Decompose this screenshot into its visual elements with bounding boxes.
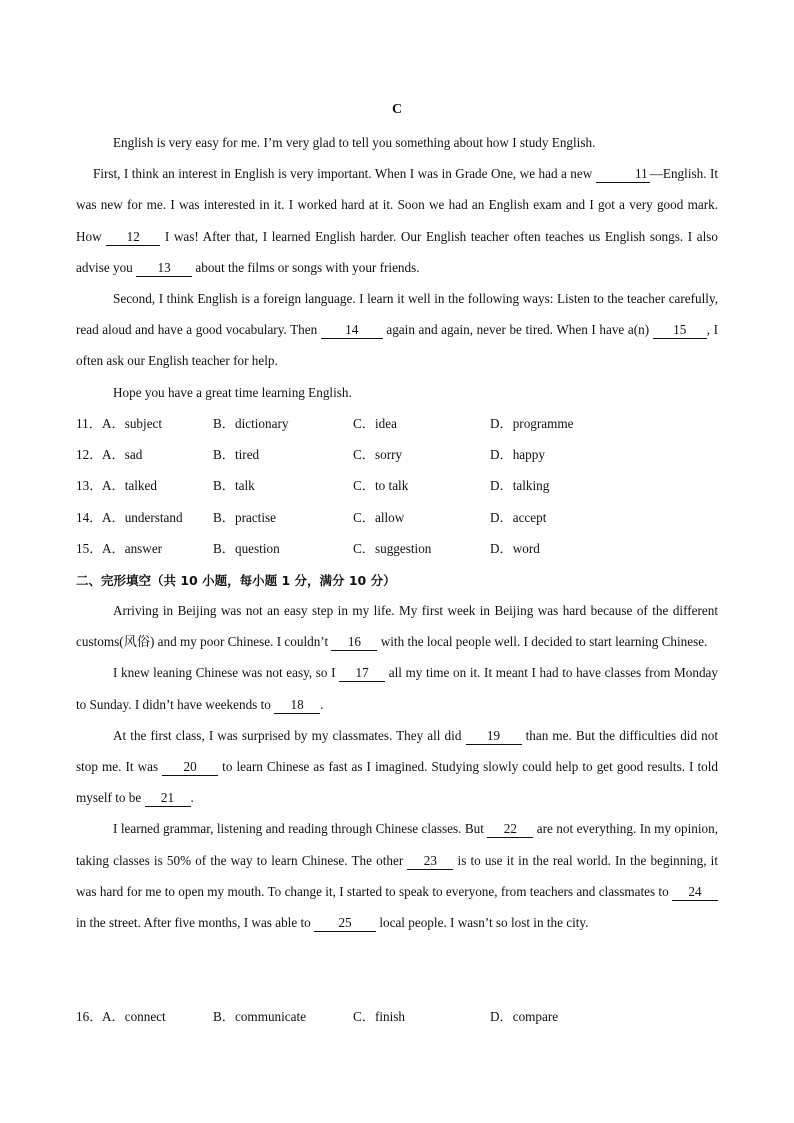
option-a[interactable]: A．answer (102, 540, 163, 556)
option-d[interactable]: D．accept (490, 509, 547, 525)
blank-16: 16 (331, 634, 377, 651)
blank-12: 12 (106, 229, 160, 246)
question-number: 16． (76, 1009, 103, 1024)
question-row (76, 502, 736, 533)
text-run: is to use it in the real world. In the beginning, it was hard for me to open my mouth. To change it, I started to speak to everyone, from teachers and classmates to (76, 852, 718, 899)
question-number: 11． (76, 416, 102, 431)
text-run: about the films or songs with your friends. (192, 259, 420, 275)
option-b[interactable]: B．question (213, 540, 280, 556)
option-a[interactable]: A．understand (102, 509, 183, 525)
part-2-passage (76, 595, 718, 938)
option-d[interactable]: D．word (490, 540, 540, 556)
blank-25: 25 (314, 915, 376, 932)
blank-23: 23 (407, 853, 453, 870)
text-run: than me. But the difficulties did not stop me. It was (76, 727, 718, 775)
option-b[interactable]: B．talk (213, 478, 255, 494)
section-c-passage (76, 127, 718, 408)
blank-21: 21 (145, 790, 191, 807)
text-run: I learned grammar, listening and reading through Chinese classes. But (113, 821, 488, 837)
question-row (76, 1001, 736, 1032)
question-number: 13． (76, 478, 103, 494)
text-run: with the local people well. I decided to start learning Chinese. (377, 634, 708, 650)
question-row (76, 470, 736, 501)
option-b[interactable]: B．practise (213, 509, 276, 525)
blank-15: 15 (653, 322, 707, 339)
passage-paragraph-2 (76, 283, 718, 377)
passage-paragraph-1 (76, 158, 718, 283)
text-run: I knew leaning Chinese was not easy, so I (113, 665, 340, 681)
text-run: to learn Chinese as fast as I imagined. Studying slowly could help to get good results. I told myself to be (76, 759, 718, 806)
text-run: local people. I wasn’t so lost in the city. (376, 915, 589, 931)
question-number: 12． (76, 447, 103, 463)
part-2-heading: 二、完形填空（共 10 小题，每小题 1 分，满分 10 分） (76, 573, 396, 588)
text-run: , I often ask our English teacher for help. (76, 322, 718, 369)
option-c[interactable]: C．suggestion (353, 540, 432, 556)
text-run: . (320, 696, 324, 712)
passage-closing: Hope you have a great time learning English. (113, 384, 352, 400)
text-run: . (190, 790, 194, 806)
section-c-options (76, 408, 736, 564)
passage-intro: English is very easy for me. I’m very glad to tell you something about how I study English. (113, 135, 596, 150)
blank-24: 24 (672, 884, 718, 901)
blank-19: 19 (466, 728, 522, 745)
question-number: 14． (76, 509, 103, 525)
option-b[interactable]: B．tired (213, 447, 260, 463)
question-number: 15． (76, 540, 103, 556)
text-run: Second, I think English is a foreign language. I learn it well in the following ways: Listen to the teacher carefully, read aloud and have a good vocabulary. Then (76, 291, 718, 338)
text-run: are not everything. In my opinion, taking classes is 50% of the way to learn Chinese. The other (76, 821, 718, 868)
text-run: in the street. After five months, I was able to (76, 915, 315, 931)
option-b[interactable]: B．communicate (213, 1009, 307, 1024)
option-b[interactable]: B．dictionary (213, 416, 289, 431)
text-run: —English. It was new for me. I was interested in it. I worked hard at it. Soon we had an English exam and I got a very good mark. How (76, 166, 719, 244)
blank-22: 22 (487, 821, 533, 838)
text-run: all my time on it. It meant I had to have classes from Monday to Sunday. I didn’t have weekends to (76, 665, 719, 712)
blank-20: 20 (162, 759, 218, 776)
text-run: First, I think an interest in English is very important. When I was in Grade One, we had a new (93, 166, 596, 182)
option-a[interactable]: A．sad (102, 447, 143, 463)
option-a[interactable]: A．connect (102, 1009, 166, 1024)
blank-14: 14 (321, 322, 383, 339)
text-run: again and again, never be tired. When I have a(n) (382, 322, 653, 338)
question-row (76, 533, 736, 564)
option-c[interactable]: C．idea (353, 416, 397, 431)
option-a[interactable]: A．talked (102, 478, 157, 494)
option-c[interactable]: C．sorry (353, 447, 403, 463)
blank-11: 11 (596, 166, 650, 183)
question-row (76, 439, 736, 470)
option-c[interactable]: C．to talk (353, 478, 409, 494)
blank-18: 18 (274, 697, 320, 714)
passage-paragraph-3 (76, 720, 718, 814)
text-run: I was! After that, I learned English harder. Our English teacher often teaches us English songs. I also advise you (76, 228, 718, 275)
option-d[interactable]: D．talking (490, 478, 550, 494)
part-2-options (76, 1001, 736, 1032)
passage-paragraph-1 (76, 595, 718, 657)
passage-paragraph-4 (76, 813, 718, 938)
text-run: At the first class, I was surprised by my classmates. They all did (113, 727, 466, 743)
option-c[interactable]: C．allow (353, 509, 405, 525)
option-d[interactable]: D．happy (490, 447, 545, 463)
option-c[interactable]: C．finish (353, 1009, 406, 1024)
question-row (76, 408, 736, 439)
section-c-title: C (391, 102, 403, 117)
text-run: Arriving in Beijing was not an easy step in my life. My first week in Beijing was hard because of the different customs(风俗) and my poor Chinese. I couldn’t (76, 603, 718, 650)
blank-17: 17 (339, 665, 385, 682)
option-d[interactable]: D．compare (490, 1009, 559, 1024)
passage-paragraph-2 (76, 657, 718, 719)
blank-13: 13 (136, 260, 192, 277)
option-d[interactable]: D．programme (490, 416, 574, 431)
option-a[interactable]: A．subject (102, 416, 163, 431)
